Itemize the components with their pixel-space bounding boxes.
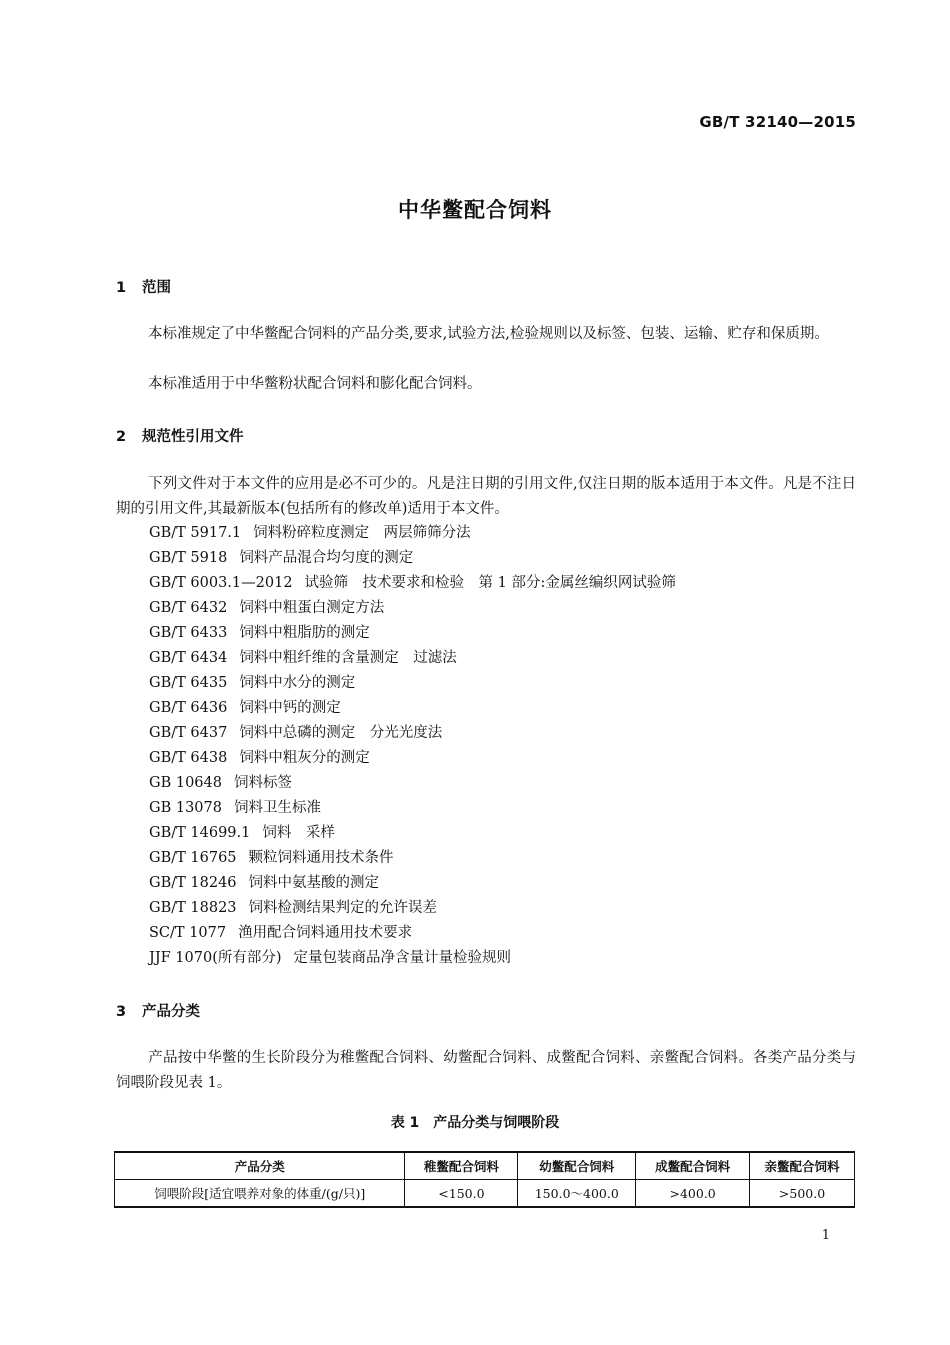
reference-name: 颗粒饲料通用技术条件 xyxy=(248,850,394,866)
document-title: 中华鳖配合饲料 xyxy=(398,198,552,222)
reference-code: GB/T 6432 xyxy=(149,600,228,616)
reference-item xyxy=(149,571,676,596)
reference-code: GB/T 6003.1—2012 xyxy=(149,575,293,591)
reference-item xyxy=(149,746,676,771)
reference-name: 渔用配合饲料通用技术要求 xyxy=(238,925,413,941)
reference-item xyxy=(149,721,676,746)
section-1-paragraph-2 xyxy=(116,372,856,397)
reference-item xyxy=(149,621,676,646)
table-header-cell: 亲鳖配合饲料 xyxy=(750,1152,855,1180)
reference-name: 饲料中氨基酸的测定 xyxy=(248,875,380,891)
reference-code: GB/T 18246 xyxy=(149,875,237,891)
reference-item xyxy=(149,521,676,546)
reference-name: 饲料 采样 xyxy=(262,825,335,841)
reference-name: 试验筛 技术要求和检验 第 1 部分:金属丝编织网试验筛 xyxy=(304,575,676,591)
reference-code: GB/T 6438 xyxy=(149,750,228,766)
table-cell: >400.0 xyxy=(636,1180,750,1208)
table-header-row xyxy=(115,1152,855,1180)
reference-item xyxy=(149,546,676,571)
reference-item xyxy=(149,821,676,846)
page-number: 1 xyxy=(821,1228,830,1243)
reference-name: 饲料中钙的测定 xyxy=(239,700,341,716)
section-number: 2 xyxy=(116,429,127,445)
section-title: 范围 xyxy=(142,280,171,296)
section-1-heading xyxy=(116,276,171,297)
reference-code: GB/T 5917.1 xyxy=(149,525,242,541)
paragraph-text: 本标准规定了中华鳖配合饲料的产品分类,要求,试验方法,检验规则以及标签、包装、运输、贮存和保质期。 xyxy=(148,326,829,342)
reference-name: 饲料粉碎粒度测定 两层筛筛分法 xyxy=(253,525,471,541)
table-1-caption: 表 1 产品分类与饲喂阶段 xyxy=(390,1115,560,1131)
reference-code: GB 13078 xyxy=(149,800,222,816)
reference-item xyxy=(149,946,676,971)
reference-name: 饲料中水分的测定 xyxy=(239,675,356,691)
table-row xyxy=(115,1180,855,1208)
table-header-cell: 成鳖配合饲料 xyxy=(636,1152,750,1180)
standard-code: GB/T 32140—2015 xyxy=(699,113,856,131)
reference-code: GB/T 6437 xyxy=(149,725,228,741)
table-cell: 150.0～400.0 xyxy=(518,1180,636,1208)
reference-name: 饲料中粗蛋白测定方法 xyxy=(239,600,385,616)
section-title: 规范性引用文件 xyxy=(142,429,244,445)
reference-item xyxy=(149,896,676,921)
reference-name: 饲料中粗灰分的测定 xyxy=(239,750,370,766)
section-number: 3 xyxy=(116,1004,127,1020)
reference-name: 饲料中总磷的测定 分光光度法 xyxy=(239,725,443,741)
reference-name: 饲料卫生标准 xyxy=(233,800,321,816)
reference-code: GB/T 5918 xyxy=(149,550,228,566)
reference-code: GB/T 14699.1 xyxy=(149,825,251,841)
table-cell: 饲喂阶段[适宜喂养对象的体重/(g/只)] xyxy=(115,1180,405,1208)
table-header-cell: 稚鳖配合饲料 xyxy=(405,1152,518,1180)
reference-name: 饲料检测结果判定的允许误差 xyxy=(248,900,438,916)
section-1-paragraph-1 xyxy=(116,322,856,347)
reference-name: 饲料标签 xyxy=(233,775,292,791)
reference-item xyxy=(149,696,676,721)
reference-item xyxy=(149,771,676,796)
table-cell: >500.0 xyxy=(750,1180,855,1208)
section-title: 产品分类 xyxy=(142,1004,200,1020)
normative-references-list xyxy=(149,521,676,971)
reference-code: GB/T 6433 xyxy=(149,625,228,641)
section-3-paragraph-1 xyxy=(116,1046,856,1096)
section-2-heading xyxy=(116,425,244,446)
reference-code: GB/T 6434 xyxy=(149,650,228,666)
table-header-cell: 幼鳖配合饲料 xyxy=(518,1152,636,1180)
reference-code: GB 10648 xyxy=(149,775,222,791)
table-cell: <150.0 xyxy=(405,1180,518,1208)
reference-item xyxy=(149,671,676,696)
reference-item xyxy=(149,596,676,621)
reference-code: GB/T 6435 xyxy=(149,675,228,691)
reference-name: 饲料中粗脂肪的测定 xyxy=(239,625,370,641)
section-2-paragraph-1 xyxy=(116,472,856,522)
reference-name: 饲料中粗纤维的含量测定 过滤法 xyxy=(239,650,457,666)
table-1 xyxy=(114,1151,855,1208)
reference-item xyxy=(149,871,676,896)
reference-item xyxy=(149,846,676,871)
section-3-heading xyxy=(116,1000,200,1021)
reference-code: SC/T 1077 xyxy=(149,925,227,941)
paragraph-text: 下列文件对于本文件的应用是必不可少的。凡是注日期的引用文件,仅注日期的版本适用于本文件。凡是不注日期的引用文件,其最新版本(包括所有的修改单)适用于本文件。 xyxy=(116,476,856,517)
reference-code: GB/T 16765 xyxy=(149,850,237,866)
reference-name: 饲料产品混合均匀度的测定 xyxy=(239,550,414,566)
section-number: 1 xyxy=(116,280,127,296)
reference-item xyxy=(149,646,676,671)
reference-code: GB/T 18823 xyxy=(149,900,237,916)
reference-item xyxy=(149,796,676,821)
reference-code: JJF 1070(所有部分) xyxy=(149,950,282,966)
paragraph-text: 产品按中华鳖的生长阶段分为稚鳖配合饲料、幼鳖配合饲料、成鳖配合饲料、亲鳖配合饲料。各类产品分类与饲喂阶段见表 1。 xyxy=(116,1050,856,1091)
table-header-cell: 产品分类 xyxy=(115,1152,405,1180)
paragraph-text: 本标准适用于中华鳖粉状配合饲料和膨化配合饲料。 xyxy=(148,376,482,392)
reference-name: 定量包装商品净含量计量检验规则 xyxy=(293,950,512,966)
reference-code: GB/T 6436 xyxy=(149,700,228,716)
reference-item xyxy=(149,921,676,946)
